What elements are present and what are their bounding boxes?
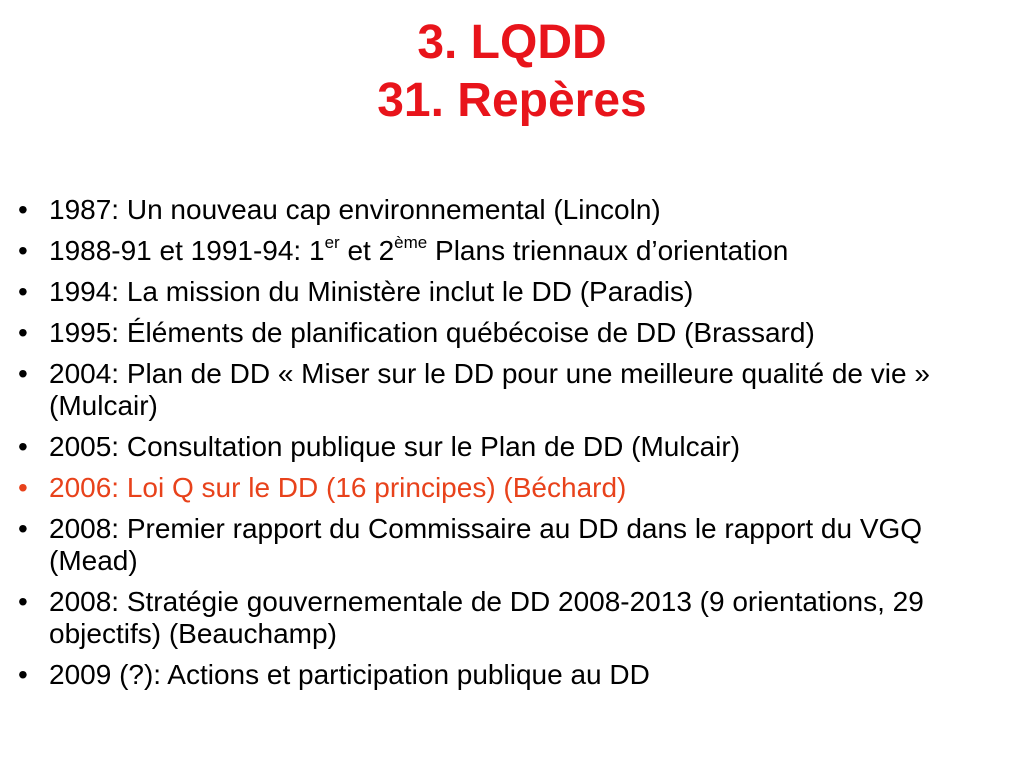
bullet-text: 2005: Consultation publique sur le Plan de DD (Mulcair)	[49, 431, 741, 462]
title-line-1: 3. LQDD	[417, 16, 607, 69]
bullet-text: 2009 (?): Actions et participation publique au DD	[49, 659, 650, 690]
bullet-dot-icon: •	[18, 513, 28, 544]
bullet-item-2005	[18, 431, 1008, 463]
bullet-item-1994	[18, 276, 1008, 308]
slide-title	[0, 14, 1024, 130]
bullet-text: 2004: Plan de DD « Miser sur le DD pour une meilleure qualité de vie » (Mulcair)	[49, 358, 930, 421]
bullet-dot-icon: •	[18, 358, 28, 389]
bullet-dot-icon: •	[18, 586, 28, 617]
bullet-dot-icon: •	[18, 276, 28, 307]
bullet-text: 2008: Stratégie gouvernementale de DD 2008-2013 (9 orientations, 29 objectifs) (Beauchamp)	[49, 586, 924, 649]
bullet-text: 1995: Éléments de planification québécoise de DD (Brassard)	[49, 317, 815, 348]
bullet-dot-icon: •	[18, 659, 28, 690]
bullet-item-2009	[18, 659, 1008, 691]
superscript-er: er	[324, 232, 340, 252]
bullet-text-part1: 1988-91 et 1991-94: 1	[49, 235, 325, 266]
bullet-dot-icon: •	[18, 431, 28, 462]
bullet-item-1987	[18, 194, 1008, 226]
bullet-item-2004	[18, 358, 1008, 422]
bullet-text-part3: Plans triennaux d’orientation	[427, 235, 789, 266]
bullet-item-2006-highlighted	[18, 472, 1008, 504]
superscript-eme: ème	[394, 232, 428, 252]
bullet-dot-icon: •	[18, 472, 28, 503]
bullet-dot-icon: •	[18, 235, 28, 266]
bullet-item-1995	[18, 317, 1008, 349]
bullet-text: 2006: Loi Q sur le DD (16 principes) (Béchard)	[49, 472, 627, 503]
bullet-item-2008-rapport	[18, 513, 1008, 577]
bullet-item-1988-91	[18, 232, 1008, 267]
bullet-dot-icon: •	[18, 317, 28, 348]
bullet-text: 1987: Un nouveau cap environnemental (Lincoln)	[49, 194, 661, 225]
bullet-text: 1994: La mission du Ministère inclut le DD (Paradis)	[49, 276, 694, 307]
bullet-item-2008-strategie	[18, 586, 1008, 650]
title-line-2: 31. Repères	[377, 74, 647, 127]
bullet-dot-icon: •	[18, 194, 28, 225]
bullet-text-part2: et 2	[339, 235, 395, 266]
bullet-list	[18, 194, 1008, 700]
bullet-text: 2008: Premier rapport du Commissaire au DD dans le rapport du VGQ (Mead)	[49, 513, 923, 576]
